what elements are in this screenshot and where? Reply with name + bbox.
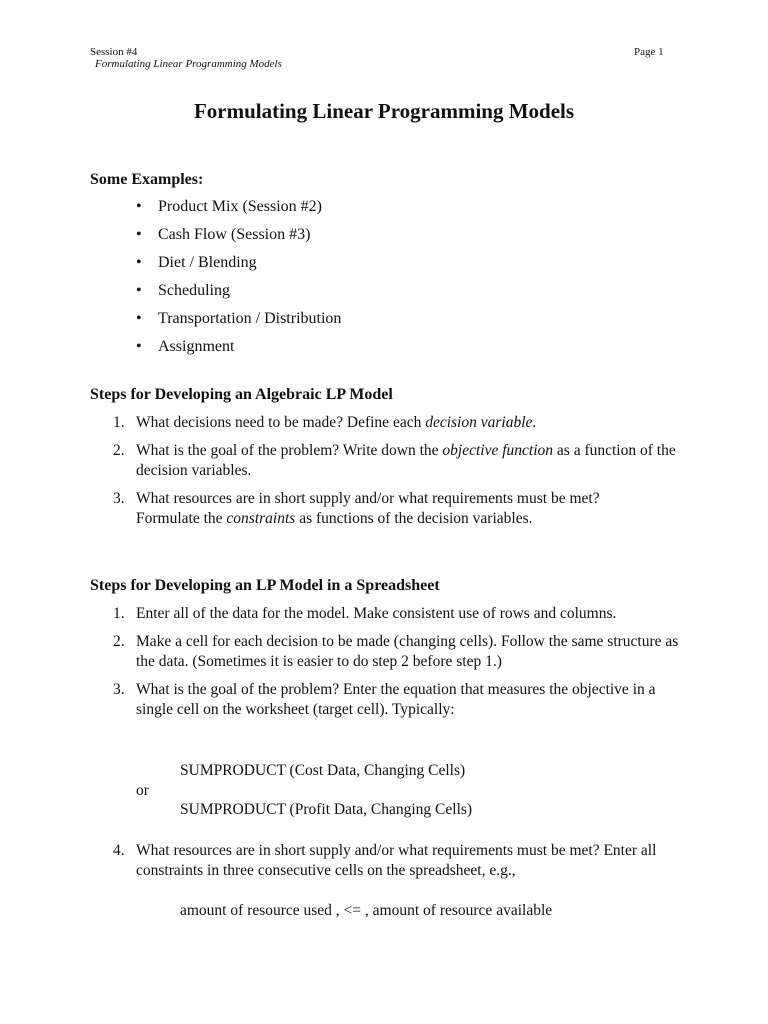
algebraic-steps (113, 413, 683, 529)
constraint-example: amount of resource used , <= , amount of resource available (180, 902, 553, 919)
bullet-icon: • (136, 254, 142, 271)
header-session: Session #4 (90, 46, 138, 58)
bullet-icon: • (136, 198, 142, 215)
list-item: 2. Make a cell for each decision to be made (changing cells). Follow the same structure as the data. (Sometimes it is easier to do step 2 before step 1.) (113, 633, 679, 670)
list-item: 1. What decisions need to be made? Define each decision variable. (113, 414, 537, 431)
list-item: • Assignment (136, 338, 235, 355)
header-subtitle: Formulating Linear Programming Models (95, 58, 282, 70)
spreadsheet-steps (113, 604, 683, 720)
list-item: 1. Enter all of the data for the model. Make consistent use of rows and columns. (113, 605, 617, 622)
examples-heading: Some Examples: (90, 171, 204, 188)
algebraic-heading: Steps for Developing an Algebraic LP Model (90, 386, 393, 403)
bullet-icon: • (136, 338, 142, 355)
or-text: or (136, 782, 149, 799)
list-item: 4. What resources are in short supply and/or what requirements must be met? Enter all constraints in three consecutive cells on the spreadsheet, e.g., (113, 842, 657, 879)
spreadsheet-heading: Steps for Developing an LP Model in a Spreadsheet (90, 577, 440, 594)
header-page-number: Page 1 (634, 46, 664, 58)
bullet-icon: • (136, 226, 142, 243)
spreadsheet-steps-continued (113, 841, 683, 881)
examples-list (136, 197, 341, 365)
list-item: 3. What is the goal of the problem? Enter the equation that measures the objective in a single cell on the worksheet (target cell). Typically: (113, 681, 656, 718)
document-title: Formulating Linear Programming Models (193, 99, 575, 123)
list-item: • Cash Flow (Session #3) (136, 226, 311, 243)
bullet-icon: • (136, 310, 142, 327)
list-item: • Product Mix (Session #2) (136, 198, 322, 215)
formula-cost: SUMPRODUCT (Cost Data, Changing Cells) (180, 762, 466, 779)
list-item: • Scheduling (136, 282, 230, 299)
list-item: 3. What resources are in short supply and/or what requirements must be met? Formulate the constraints as functions of the decision variables. (113, 490, 600, 527)
formula-profit: SUMPRODUCT (Profit Data, Changing Cells) (180, 801, 473, 818)
list-item: 2. What is the goal of the problem? Write down the objective function as a function of the decision variables. (113, 442, 676, 479)
list-item: • Transportation / Distribution (136, 310, 342, 327)
list-item: • Diet / Blending (136, 254, 257, 271)
bullet-icon: • (136, 282, 142, 299)
